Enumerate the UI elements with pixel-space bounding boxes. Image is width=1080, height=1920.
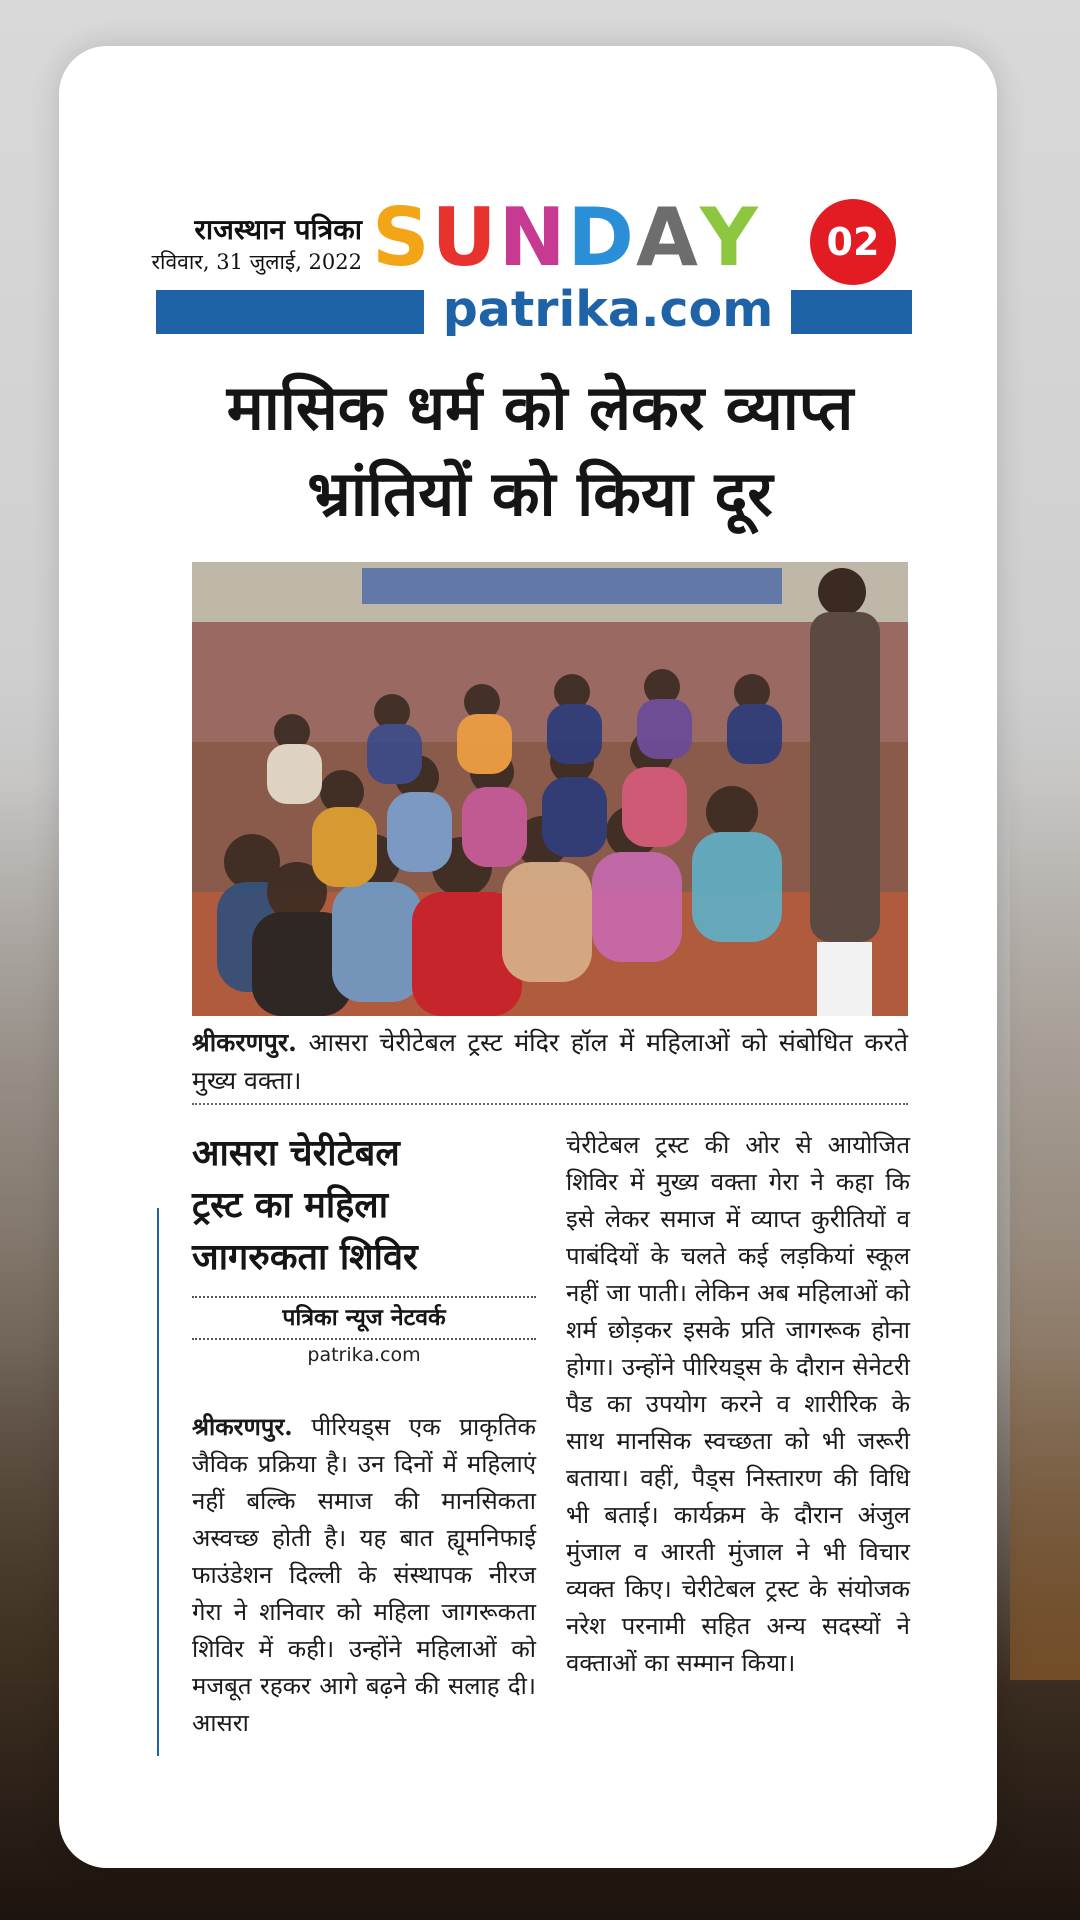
sunday-section-logo — [372, 191, 760, 284]
sunday-letter-y: Y — [699, 191, 760, 284]
subhead-line-1: आसरा चेरीटेबल — [192, 1133, 400, 1174]
edition-date: रविवार, 31 जुलाई, 2022 — [151, 250, 362, 274]
headline-line-1: मासिक धर्म को लेकर व्याप्त — [226, 371, 854, 444]
article-column-right — [566, 1127, 910, 1682]
subhead-line-3: जागरुकता शिविर — [192, 1237, 418, 1278]
masthead — [100, 150, 880, 340]
body-left-text: पीरियड्स एक प्राकृतिक जैविक प्रक्रिया है। उन दिनों में महिलाएं नहीं बल्कि समाज की मानसिकता अस्वच्छ होती है। यह बात ह्यूमनिफाई फाउंडेशन दिल्ली के संस्थापक नीरज गेरा ने शनिवार को महिला जागरूकता शिविर में कही। उन्होंने महिलाओं को मजबूत रहकर आगे बढ़ने की सलाह दी। आसरा — [192, 1413, 536, 1737]
paper-name: राजस्थान पत्रिका — [194, 213, 362, 246]
sunday-letter-d: D — [567, 191, 636, 284]
byline-site: patrika.com — [307, 1344, 421, 1366]
photo-caption — [192, 1024, 908, 1100]
masthead-bar-left — [156, 290, 424, 334]
site-name: patrika.com — [442, 281, 774, 338]
subhead-line-2: ट्रस्ट का महिला — [192, 1185, 389, 1226]
background-blur-right — [1010, 780, 1080, 1680]
issue-number-badge: 02 — [810, 199, 896, 285]
article-photo — [192, 562, 908, 1016]
sunday-letter-a: A — [635, 191, 700, 284]
article-body-left — [192, 1408, 536, 1742]
caption-text: आसरा चेरीटेबल ट्रस्ट मंदिर हॉल में महिलाओं को संबोधित करते मुख्य वक्ता। — [192, 1028, 908, 1095]
masthead-bar-right — [791, 290, 912, 334]
headline-line-2: भ्रांतियों को किया दूर — [307, 457, 773, 530]
article-column-left — [192, 1128, 536, 1742]
article-subhead — [192, 1128, 536, 1284]
caption-dateline: श्रीकरणपुर. — [192, 1028, 297, 1057]
body-dateline: श्रीकरणपुर. — [192, 1412, 293, 1441]
article-headline — [150, 365, 930, 537]
photo-illustration — [192, 562, 908, 1016]
caption-divider — [192, 1103, 908, 1105]
article-body-right: चेरीटेबल ट्रस्ट की ओर से आयोजित शिविर में मुख्य वक्ता गेरा ने कहा कि इसे लेकर समाज में व्याप्त कुरीतियों व पाबंदियों के चलते कई लड़कियां स्कूल नहीं जा पाती। लेकिन अब महिलाओं को शर्म छोड़कर इसके प्रति जागरूक होना होगा। उन्होंने पीरियड्स के दौरान सेनेटरी पैड का उपयोग करने व शारीरिक के साथ मानसिक स्वच्छता को भी जरूरी बताया। वहीं, पैड्स निस्तारण की विधि भी बताई। कार्यक्रम के दौरान अंजुल मुंजाल व आरती मुंजाल ने भी विचार व्यक्त किए। चेरीटेबल ट्रस्ट के संयोजक नरेश परनामी सहित अन्य सदस्यों ने वक्ताओं का सम्मान किया। — [566, 1131, 910, 1677]
sunday-letter-u: U — [431, 191, 499, 284]
column-rule-left — [157, 1208, 159, 1756]
sunday-letter-s: S — [372, 191, 432, 284]
byline: पत्रिका न्यूज नेटवर्क — [282, 1304, 446, 1331]
sunday-letter-n: N — [498, 191, 568, 284]
